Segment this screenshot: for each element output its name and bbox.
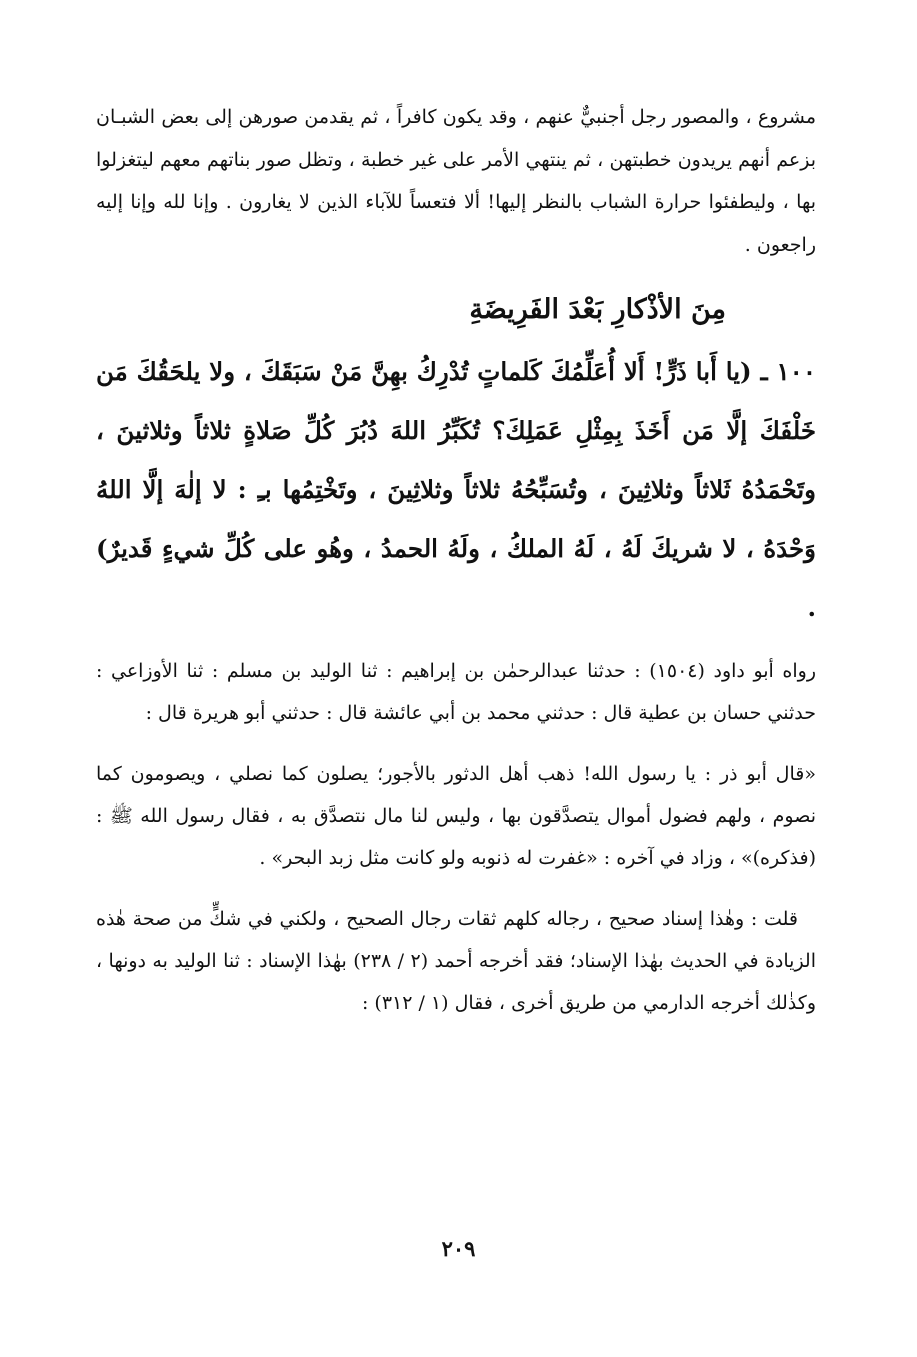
commentary-paragraph: قلت : وهٰذا إسناد صحيح ، رجاله كلهم ثقات رجال الصحيح ، ولكني في شكٍّ من صحة هٰذه الزيادة في الحديث بهٰذا الإسناد؛ فقد أخرجه أحمد (٢ / ٢٣٨) بهٰذا الإسناد : ثنا الوليد به دونها ، وكذٰلك أخرجه الدارمي من طريق أخرى ، فقال (١ / ٣١٢) : [96, 908, 817, 1014]
intro-paragraph: مشروع ، والمصور رجل أجنبيٌّ عنهم ، وقد يكون كافراً ، ثم يقدمن صورهن إلى بعض الشبـان بزعم أنهم يريدون خطبتهن ، ثم ينتهي الأمر على غير خطبة ، وتظل صور بناتهم معهم ليتغزلوا بها ، وليطفئوا حرارة الشباب بالنظر إليها! ألا فتعساً للآباء الذين لا يغارون . وإنا لله وإنا إليه راجعون . [96, 106, 816, 256]
quote-paragraph: «قال أبو ذر : يا رسول الله! ذهب أهل الدثور بالأجور؛ يصلون كما نصلي ، ويصومون كما نصوم ، ولهم فضول أموال يتصدَّقون بها ، وليس لنا مال نتصدَّق به ، فقال رسول الله ﷺ : (فذكره)» ، وزاد في آخره : «غفرت له ذنوبه ولو كانت مثل زبد البحر» . [96, 763, 816, 869]
hadith-text: ١٠٠ ـ (يا أَبا ذَرٍّ! أَلا أُعَلِّمُكَ كَلماتٍ تُدْرِكُ بهِنَّ مَنْ سَبَقَكَ ، ولا يلحَقُكَ مَن خَلْفَكَ إلَّا مَن أَخَذَ بِمِثْلِ عَمَلِكَ؟ تُكَبِّرُ اللهَ دُبُرَ كُلِّ صَلاةٍ ثلاثاً وثلاثينَ ، وتَحْمَدُهُ ثَلاثاً وثلاثِينَ ، وتُسَبِّحُهُ ثلاثاً وثلاثِينَ ، وتَخْتِمُها بـِ : لا إلٰهَ إلَّا اللهُ وَحْدَهُ ، لا شريكَ لَهُ ، لَهُ الملكُ ، ولَهُ الحمدُ ، وهُو على كُلِّ شيءٍ قَديرٌ) . [96, 357, 816, 622]
section-heading: مِنَ الأذْكارِ بَعْدَ الفَرِيضَةِ [469, 294, 726, 325]
page-body [96, 96, 816, 1024]
riwaya-paragraph: رواه أبو داود (١٥٠٤) : حدثنا عبدالرحمٰن بن إبراهيم : ثنا الوليد بن مسلم : ثنا الأوزاعي : حدثني حسان بن عطية قال : حدثني محمد بن أبي عائشة قال : حدثني أبو هريرة قال : [96, 660, 816, 724]
page-number: ٢٠٩ [441, 1236, 476, 1261]
